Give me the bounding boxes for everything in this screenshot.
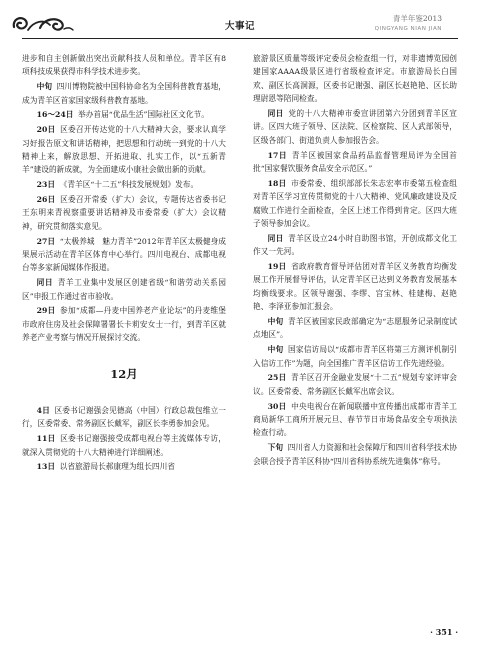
entry xyxy=(253,177,457,231)
entry xyxy=(253,149,457,176)
entry xyxy=(253,232,457,259)
entry-date: 11日 xyxy=(36,434,56,444)
entry-text: 《青羊区“十二五”科技发展规划》发布。 xyxy=(59,180,199,190)
entry xyxy=(253,315,457,342)
entry xyxy=(22,178,226,191)
entry xyxy=(22,80,226,107)
entry-text: 四川省人力资源和社会保障厅和四川省科学技术协会联合授予青羊区科协“四川省科协系统先进集体”称号。 xyxy=(253,443,457,466)
entry-text: 进步和自主创新做出突出贡献科技人员和单位。青羊区有8项科技成果获得市科学技术进步奖。 xyxy=(22,54,226,77)
entry-text: 省政府教育督导评估团对青羊区义务教育均衡发展工作开展督导评估，认定青羊区已达到义务教育发展基本均衡线要求。区领导谢强、李缪、宫宝林、桂建梅、赵艳艳、李泽亚参加汇报会。 xyxy=(253,262,457,312)
entry-date: 25日 xyxy=(267,373,287,383)
entry-text: 党的十八大精神市委宣讲团第六分团到青羊区宣讲。区四大班子领导、区法院、区检察院、区人武部领导，区级各部门、街道负责人参加报告会。 xyxy=(253,109,457,145)
entry-text: 青羊区被国家民政部确定为“志愿服务记录制度试点地区”。 xyxy=(253,317,457,340)
entry-date: 中旬 xyxy=(267,345,284,355)
entry-date: 同日 xyxy=(267,109,284,119)
entry-date: 26日 xyxy=(36,195,56,205)
entry xyxy=(22,276,226,303)
entry-text: 中央电视台在新闻联播中宣传播出成都市青羊工商局新华工商所开展元旦、春节节日市场食品安全专项执法检查行动。 xyxy=(253,401,457,438)
entry xyxy=(253,52,457,106)
entry-date: 23日 xyxy=(36,180,56,190)
entry xyxy=(22,52,226,79)
entry-text: 举办首届“优品生活”国际社区文化节。 xyxy=(78,110,209,120)
entry-date: 同日 xyxy=(267,233,284,243)
entry-date: 20日 xyxy=(36,125,56,135)
entry-date: 下旬 xyxy=(267,443,284,453)
left-column xyxy=(22,52,226,475)
entry xyxy=(22,460,226,473)
entry-date: 中旬 xyxy=(267,317,284,327)
yearbook-name-cn: 青羊年鉴2013 xyxy=(392,14,442,23)
page-number: · 351 · xyxy=(430,627,458,637)
entry-date: 16～24日 xyxy=(36,110,74,120)
entry xyxy=(253,343,457,370)
entry-date: 同日 xyxy=(36,278,54,288)
entry-text: 以省旅游局长郝康理为组长四川省 xyxy=(59,462,175,472)
entry-text: 青羊区召开金融业发展“十二五”规划专家评审会议。区委常委、常务副区长戴军出席会议。 xyxy=(253,373,457,396)
section-title: 大事记 xyxy=(224,21,255,32)
entry-text: 青羊区设立24小时自助图书馆，开创成都文化工作又一先河。 xyxy=(253,233,457,257)
entry xyxy=(22,123,226,177)
entry-text: 区委书记谢强接受成都电视台等主流媒体专访，就深入贯彻党的十八大精神进行详细阐述。 xyxy=(22,434,226,457)
entry-text: 区委召开常委（扩大）会议，专题传达省委书记王东明来青视察重要讲话精神及市委常委（扩大）会议精神，研究贯彻落实意见。 xyxy=(22,195,226,231)
entry-date: 19日 xyxy=(267,262,287,272)
entry xyxy=(22,193,226,233)
entry-date: 17日 xyxy=(267,150,288,160)
entry xyxy=(253,107,457,147)
entry-date: 13日 xyxy=(36,462,56,472)
entry-date: 18日 xyxy=(267,178,287,188)
entry xyxy=(22,108,226,121)
entry-date: 27日 xyxy=(36,236,56,246)
entry xyxy=(22,304,226,344)
entry xyxy=(253,441,457,468)
entry-text: 参加“成都—丹麦中国养老产业论坛”的丹麦维堡市政府住房及社会保障署署长卡莉安女士一行，到青羊区就养老产业考察与情况开展探讨交流。 xyxy=(22,306,226,343)
entry-date: 29日 xyxy=(36,306,56,316)
yearbook-name xyxy=(375,13,442,35)
entry xyxy=(22,432,226,459)
entry-text: 市委常委、组织部部长朱志宏率市委第五检查组对青羊区学习宣传贯彻党的十八大精神、党风廉政建设及反腐败工作进行全面检查，全区上述工作得到肯定。区四大班子领导参加会议。 xyxy=(253,178,457,229)
entry-text: 区委召开传达党的十八大精神大会，要求认真学习好报告原文和讲话精神，把思想和行动统一到党的十八大精神上来，解放思想、开拓进取、扎实工作，以“五新青羊”建设的新成就，为全面建成小康社会做出新的贡献。 xyxy=(22,125,226,175)
entry xyxy=(22,404,226,431)
entry-text: 旅游景区质量等级评定委员会检查组一行，对非遗博览园创建国家AAAA级景区进行省级检查评定。市旅游局长白国欢、副区长高洞源，区委书记谢强、副区长赵艳艳、区长助理尉恩等陪同检查。 xyxy=(253,54,457,104)
entry xyxy=(253,400,457,440)
entry-date: 30日 xyxy=(267,401,287,411)
right-column xyxy=(253,52,457,469)
month-heading: 12月 xyxy=(110,366,138,381)
entry-text: “太极养城 魅力青羊”2012年青羊区太极健身成果展示活动在青羊区体育中心举行。四川电视台、成都电视台等多家新闻媒体作报道。 xyxy=(22,236,226,273)
entry xyxy=(22,235,226,275)
yearbook-name-en: QINGYANG NIAN JIAN xyxy=(374,26,442,32)
entry-text: 国家信访局以“成都市青羊区将第三方测评机制引入信访工作”为题，向全国推广青羊区信访工作先进经验。 xyxy=(253,345,457,368)
entry-text: 青羊工业集中发展区创建省级“和谐劳动关系园区”申报工作通过省市验收。 xyxy=(22,278,226,301)
entry-date: 4日 xyxy=(36,406,50,416)
entry-date: 中旬 xyxy=(36,82,53,92)
entry-text: 青羊区被国家食品药品监督管理局评为全国首批“国家餐饮服务食品安全示范区。” xyxy=(253,150,457,174)
header-rule xyxy=(22,38,458,39)
entry-text: 区委书记谢强会见德高（中国）行政总裁包维立一行，区委常委、常务副区长戴军，副区长李勇参加会见。 xyxy=(22,406,226,429)
entry xyxy=(253,371,457,398)
entry-text: 四川博物院被中国科协命名为全国科普教育基地，成为青羊区首家国家级科普教育基地。 xyxy=(22,82,226,105)
entry xyxy=(253,260,457,314)
